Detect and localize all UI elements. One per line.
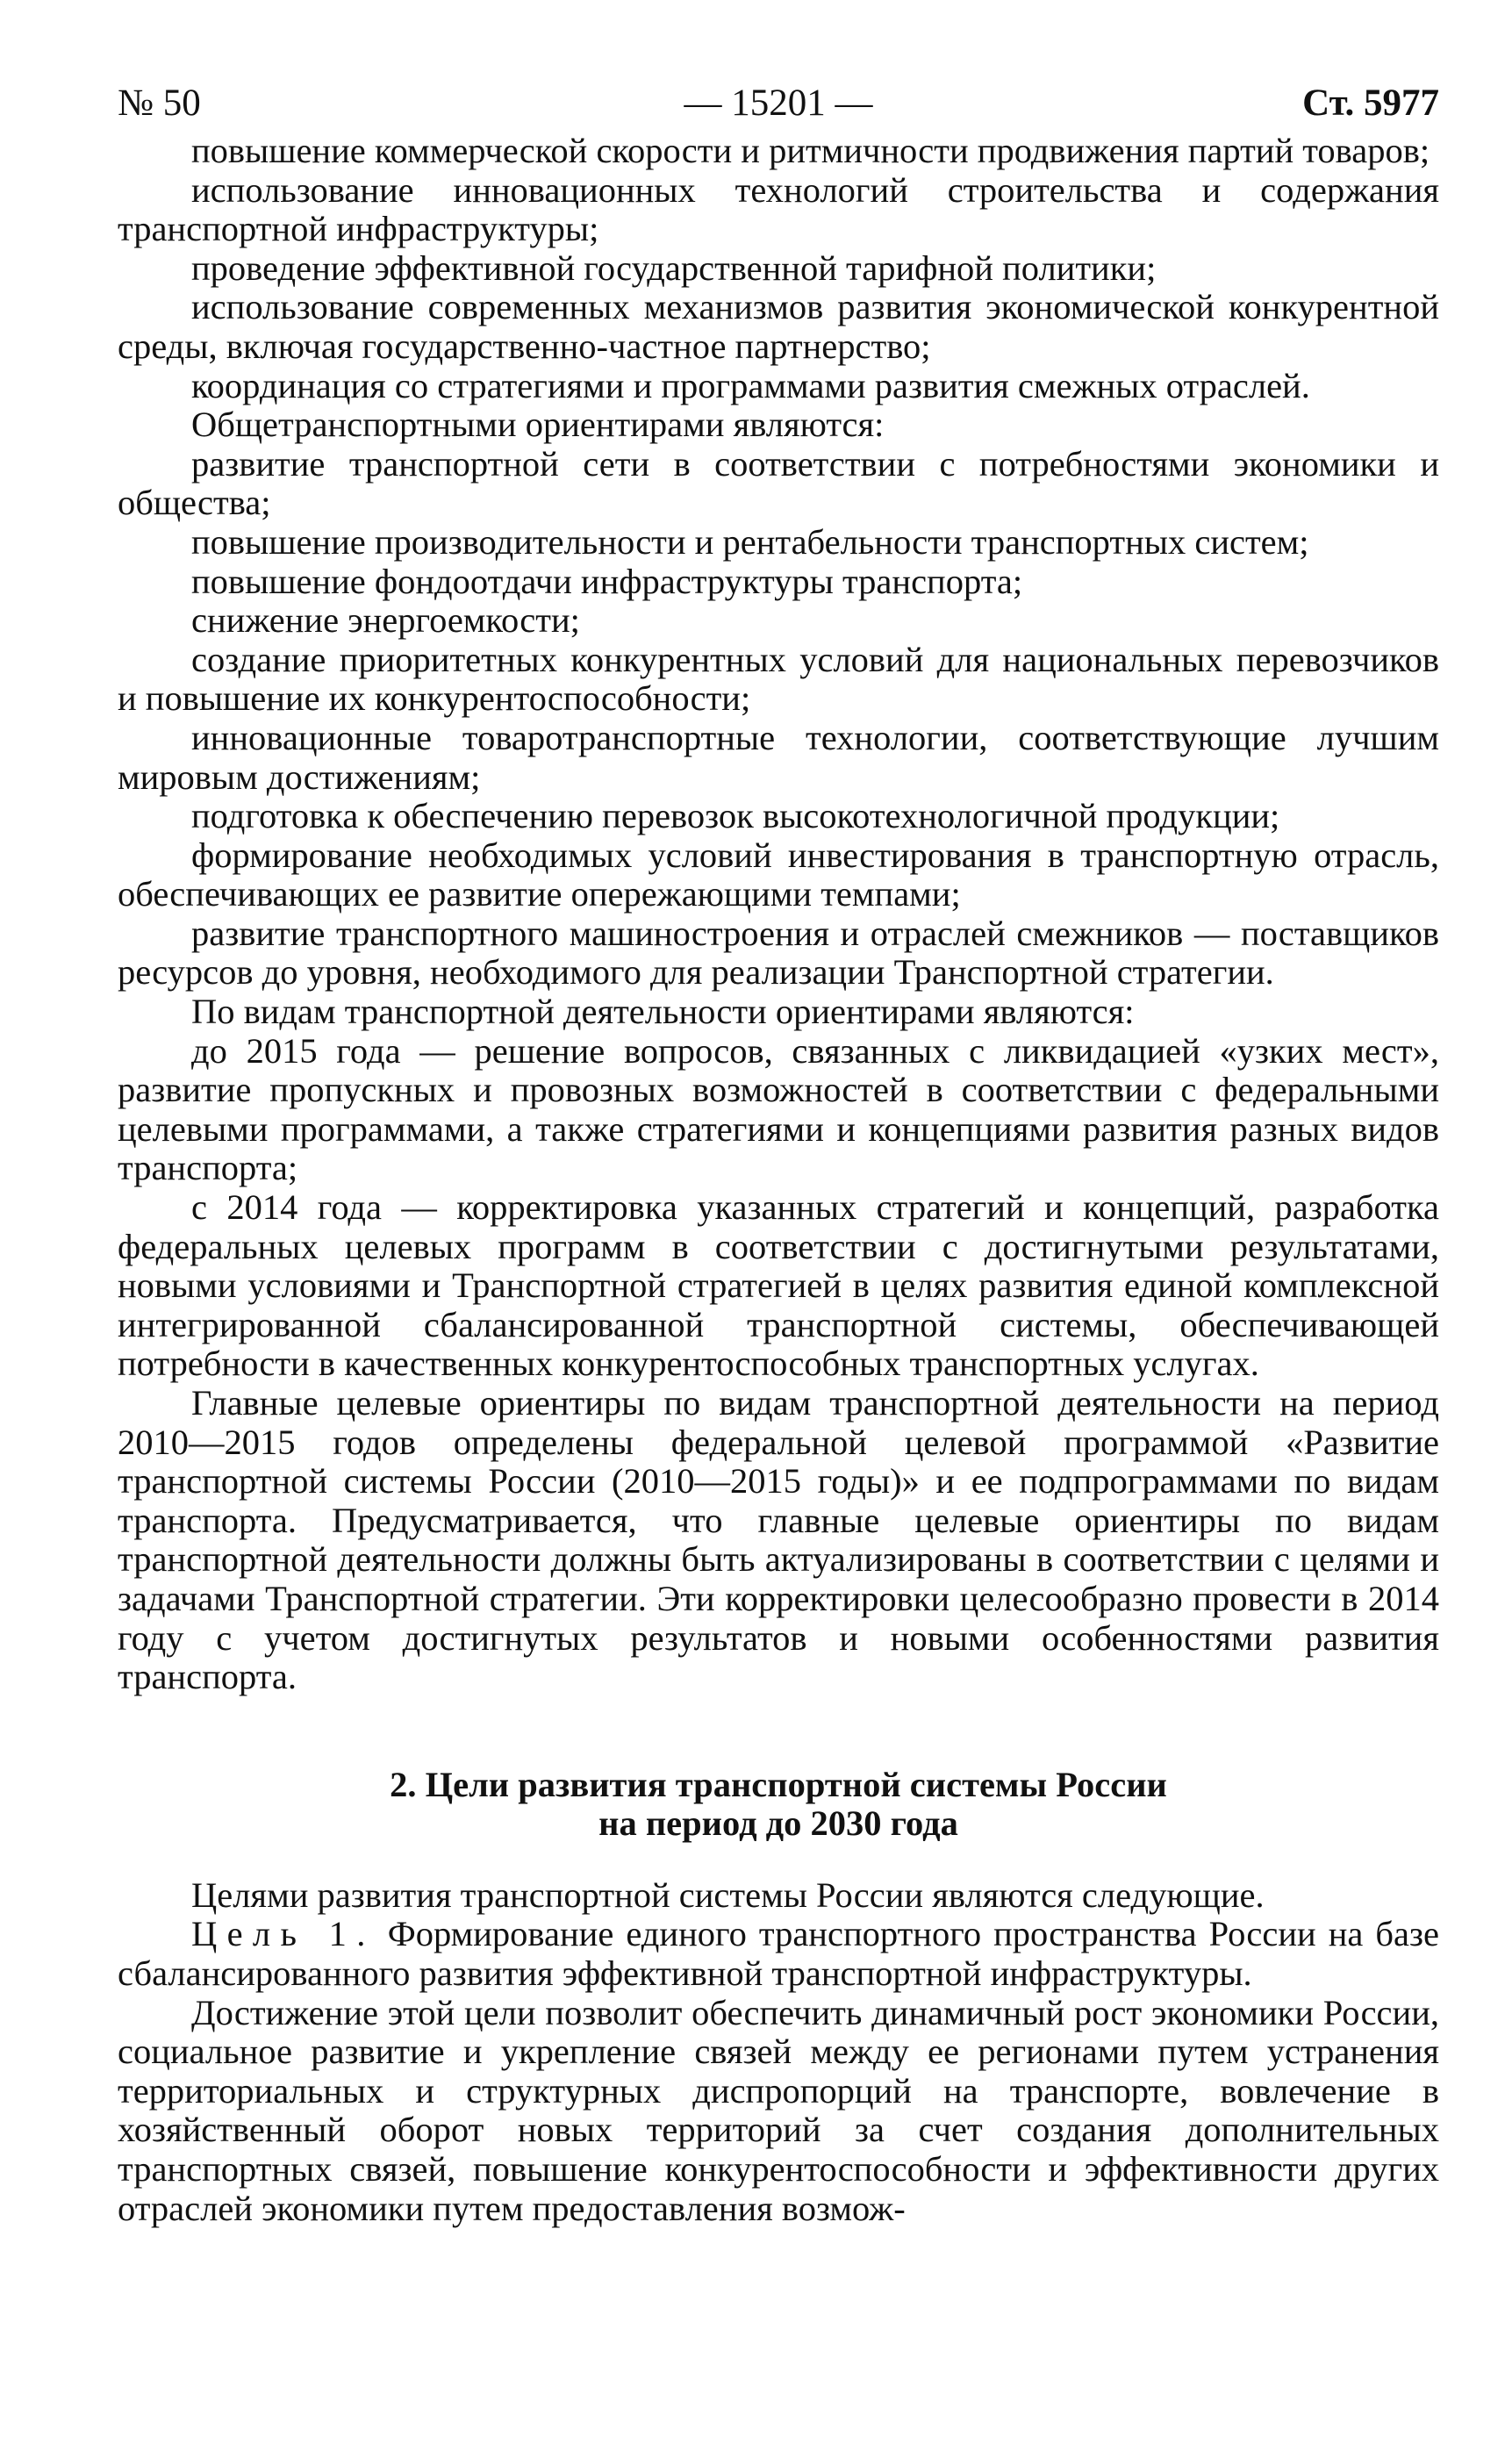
paragraph: Целями развития транспортной системы России являются следующие. <box>191 1874 1265 1915</box>
body-text <box>118 132 1439 2228</box>
paragraph: координация со стратегиями и программами развития смежных отраслей. <box>191 365 1310 405</box>
section-heading-line: 2. Цели развития транспортной системы России <box>390 1764 1167 1804</box>
paragraph: развитие транспортного машиностроения и отраслей смежников — поставщиков ресурсов до уровня, необходимого для реализации Транспортной стратегии. <box>118 913 1439 993</box>
paragraph: использование инновационных технологий строительства и содержания транспортной инфраструктуры; <box>118 169 1439 249</box>
section-heading-line: на период до 2030 года <box>598 1803 958 1843</box>
goal-label: Цель 1. <box>191 1914 376 1954</box>
paragraph: По видам транспортной деятельности ориентирами являются: <box>191 992 1135 1032</box>
document-page <box>118 77 1439 2228</box>
article-number: Ст. 5977 <box>1302 82 1439 124</box>
running-header <box>118 77 1439 130</box>
paragraph: с 2014 года — корректировка указанных стратегий и концепций, разработка федеральных целевых программ в соответствии с достигнутыми результатами, новыми условиями и Транспортной стратегией в целях развития единой комплексной интегрированной сбалансированной транспортной системы, обеспечивающей потребности в качественных конкурентоспособных транспортных услугах. <box>118 1187 1439 1384</box>
paragraph: снижение энергоемкости; <box>191 600 580 641</box>
paragraph: повышение производительности и рентабельности транспортных систем; <box>191 521 1309 562</box>
paragraph: повышение коммерческой скорости и ритмичности продвижения партий товаров; <box>191 131 1430 170</box>
paragraph: Главные целевые ориентиры по видам транспортной деятельности на период 2010—2015 годов определены федеральной целевой программой «Развитие транспортной системы России (2010—2015 годы)» и ее подпрограммами по видам транспорта. Предусматривается, что главные целевые ориентиры по видам транспортной деятельности должны быть актуализированы в соответствии с целями и задачами Транспортной стратегии. Эти корректировки целесообразно провести в 2014 году с учетом достигнутых результатов и новыми особенностями развития транспорта. <box>118 1383 1439 1697</box>
goal-text: Формирование единого транспортного пространства России на базе сбалансированного развития эффективной транспортной инфраструктуры. <box>118 1914 1439 1993</box>
paragraph: формирование необходимых условий инвестирования в транспортную отрасль, обеспечивающих ее развитие опережающими темпами; <box>118 835 1439 914</box>
paragraph: развитие транспортной сети в соответствии с потребностями экономики и общества; <box>118 443 1439 523</box>
section-heading <box>118 1766 1439 1843</box>
paragraph: до 2015 года — решение вопросов, связанных с ликвидацией «узких мест», развитие пропускных и провозных возможностей в соответствии с федеральными целевыми программами, а также стратегиями и концепциями развития разных видов транспорта; <box>118 1030 1439 1188</box>
issue-number: № 50 <box>118 82 201 124</box>
paragraph: создание приоритетных конкурентных условий для национальных перевозчиков и повышение их конкурентоспособности; <box>118 639 1439 719</box>
paragraph: Общетранспортными ориентирами являются: <box>191 405 885 445</box>
goal-paragraph <box>118 1915 1439 1993</box>
paragraph: подготовка к обеспечению перевозок высокотехнологичной продукции; <box>191 796 1280 836</box>
paragraph: использование современных механизмов развития экономической конкурентной среды, включая государственно-частное партнерство; <box>118 287 1439 366</box>
paragraph: повышение фондоотдачи инфраструктуры транспорта; <box>191 561 1023 601</box>
paragraph: инновационные товаротранспортные технологии, соответствующие лучшим мировым достижениям; <box>118 717 1439 797</box>
paragraph: Достижение этой цели позволит обеспечить динамичный рост экономики России, социальное развитие и укрепление связей между ее регионами путем устранения территориальных и структурных диспропорций на транспорте, вовлечение в хозяйственный оборот новых территорий за счет создания дополнительных транспортных связей, повышение конкурентоспособности и эффективности других отраслей экономики путем предоставления возмож- <box>118 1992 1439 2228</box>
page-number: — 15201 — <box>684 82 873 124</box>
paragraph: проведение эффективной государственной тарифной политики; <box>191 247 1157 288</box>
